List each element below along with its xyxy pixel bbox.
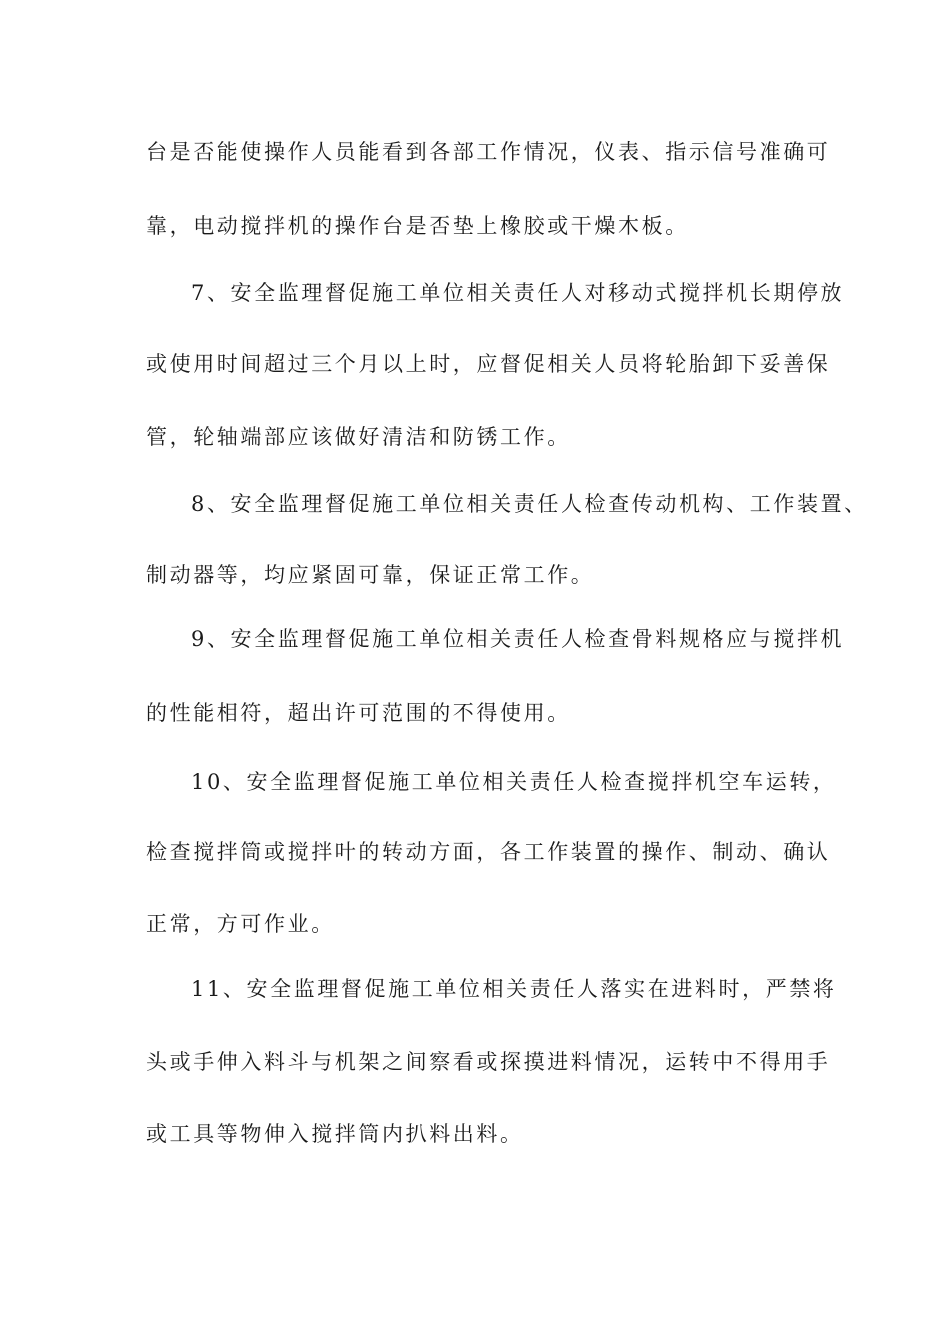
paragraph-7-line-2: 或使用时间超过三个月以上时，应督促相关人员将轮胎卸下妥善保 — [146, 352, 831, 376]
paragraph-8-line-2: 制动器等，均应紧固可靠，保证正常工作。 — [146, 563, 595, 587]
paragraph-10-line-1: 10、安全监理督促施工单位相关责任人检查搅拌机空车运转， — [191, 770, 837, 794]
text-line-2: 靠，电动搅拌机的操作台是否垫上橡胶或干燥木板。 — [146, 214, 689, 238]
paragraph-11-line-3: 或工具等物伸入搅拌筒内扒料出料。 — [146, 1122, 524, 1146]
paragraph-10-line-2: 检查搅拌筒或搅拌叶的转动方面，各工作装置的操作、制动、确认 — [146, 840, 831, 864]
paragraph-9-line-2: 的性能相符，超出许可范围的不得使用。 — [146, 701, 571, 725]
paragraph-10-line-3: 正常，方可作业。 — [146, 912, 335, 936]
paragraph-11-line-2: 头或手伸入料斗与机架之间察看或探摸进料情况，运转中不得用手 — [146, 1050, 831, 1074]
text-line-1: 台是否能使操作人员能看到各部工作情况，仪表、指示信号准确可 — [146, 140, 831, 164]
paragraph-11-line-1: 11、安全监理督促施工单位相关责任人落实在进料时，严禁将 — [191, 977, 837, 1001]
paragraph-8-line-1: 8、安全监理督促施工单位相关责任人检查传动机构、工作装置、 — [191, 492, 868, 516]
paragraph-7-line-1: 7、安全监理督促施工单位相关责任人对移动式搅拌机长期停放 — [191, 281, 845, 305]
paragraph-9-line-1: 9、安全监理督促施工单位相关责任人检查骨料规格应与搅拌机 — [191, 627, 845, 651]
paragraph-7-line-3: 管，轮轴端部应该做好清洁和防锈工作。 — [146, 425, 571, 449]
